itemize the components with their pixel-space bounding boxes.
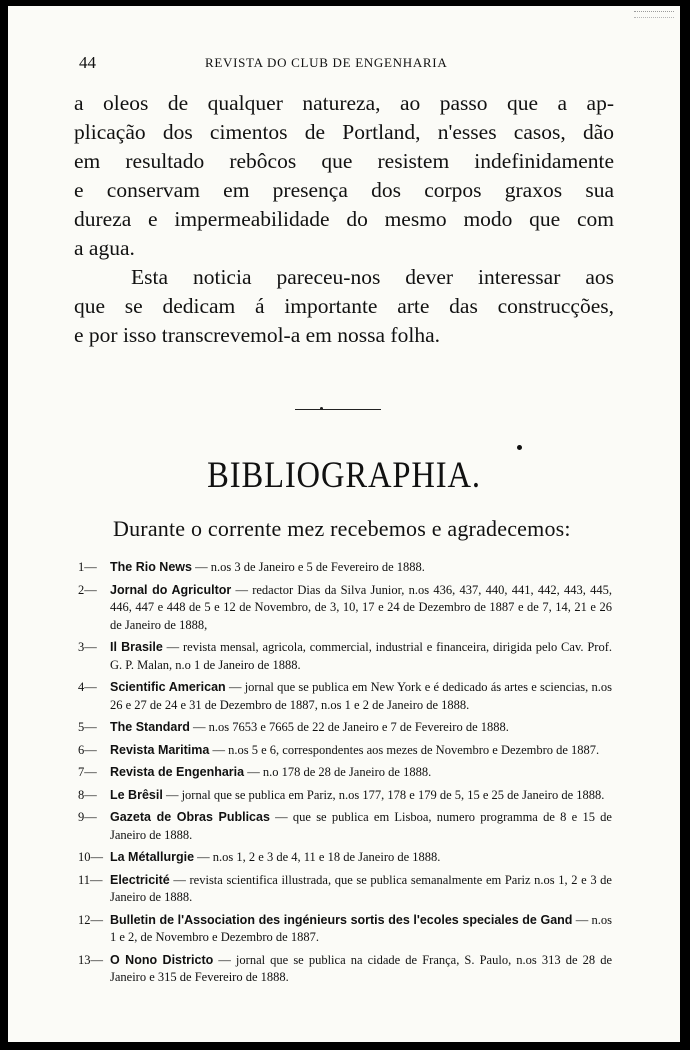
entry-number: 9— (78, 810, 97, 824)
entry-number: 4— (78, 680, 97, 694)
entry-details: — revista scientifica illustrada, que se publica semanalmente em Pariz n.os 1, 2 e 3 de Janeiro de 1888. (110, 872, 612, 904)
section-intro: Durante o corrente mez recebemos e agradecemos: (113, 516, 571, 541)
scanned-page (8, 6, 680, 1042)
bibliography-entry (78, 952, 612, 987)
entry-details: — n.os 1, 2 e 3 de 4, 11 e 18 de Janeiro de 1888. (194, 850, 441, 864)
bibliography-list (78, 559, 612, 992)
entry-details: — jornal que se publica em New York e é dedicado ás artes e sciencias, n.os 26 e 27 de 24 e 31 de Dezembro de 1887, n.os 1 e 2 de Janeiro de 1888. (110, 680, 612, 712)
publication-name: The Standard (110, 720, 190, 734)
entry-body (110, 582, 612, 635)
entry-details: — n.os 3 de Janeiro e 5 de Fevereiro de 1888. (191, 560, 425, 574)
entry-details: — n.o 178 de 28 de Janeiro de 1888. (244, 765, 432, 779)
paragraph-1-line: plicação dos cimentos de Portland, n'esses casos, dão (74, 120, 614, 144)
page-edge-mark (634, 11, 674, 18)
bibliography-entry (78, 809, 612, 844)
entry-number: 11— (78, 872, 103, 887)
publication-name: Bulletin de l'Association des ingénieurs sortis des l'ecoles speciales de Gand (110, 912, 573, 927)
paragraph-1-line: e conservam em presença dos corpos graxos sua (74, 178, 614, 202)
bibliography-entry (78, 582, 612, 635)
entry-number: 2— (78, 582, 97, 597)
publication-name: Electricité (110, 872, 170, 887)
paragraph-1-line: a agua. (74, 236, 135, 260)
entry-body (110, 912, 612, 947)
publication-name: The Rio News (110, 560, 192, 574)
entry-number: 3— (78, 640, 97, 654)
publication-name: Revista de Engenharia (110, 765, 245, 779)
entry-details: — redactor Dias da Silva Junior, n.os 436, 437, 440, 441, 442, 443, 445, 446, 447 e 448 de 5 e 12 de Novembro, de 3, 10, 17 e 24 de Dezembro de 1887 e de 7, 14, 21 e 26 de Janeiro de 1888, (110, 582, 612, 632)
bibliography-entry (78, 872, 612, 907)
entry-body (110, 952, 612, 987)
entry-body (110, 639, 612, 674)
paragraph-2-line: Esta noticia pareceu-nos dever interessar aos (131, 265, 614, 289)
entry-details: — n.os 1 e 2, de Novembro e Dezembro de 1887. (110, 912, 612, 944)
bibliography-entry (78, 787, 612, 805)
section-divider (295, 409, 381, 410)
bibliography-entry (78, 742, 612, 760)
entry-number: 5— (78, 720, 97, 734)
paragraph-2-line: que se dedicam á importante arte das construcções, (74, 294, 614, 318)
entry-body (110, 872, 612, 907)
entry-details: — revista mensal, agricola, commercial, industrial e financeira, dirigida pelo Cav. Prof. G. P. Malan, n.o 1 de Janeiro de 1888. (110, 640, 612, 672)
entry-body (110, 764, 612, 782)
entry-body (110, 719, 612, 737)
entry-number: 10— (78, 850, 103, 864)
bibliography-entry (78, 639, 612, 674)
page-header (8, 53, 680, 75)
entry-number: 6— (78, 742, 97, 757)
page-number: 44 (79, 53, 96, 72)
paragraph-1-line: a oleos de qualquer natureza, ao passo que a ap- (74, 91, 614, 115)
entry-number: 12— (78, 912, 103, 927)
entry-details: — n.os 5 e 6, correspondentes aos mezes de Novembro e Dezembro de 1887. (209, 742, 600, 757)
publication-name: Scientific American (110, 680, 226, 694)
bibliography-entry (78, 559, 612, 577)
paragraph-2-line: e por isso transcrevemol-a em nossa folha. (74, 323, 440, 347)
body-text (74, 89, 614, 350)
bibliography-entry (78, 679, 612, 714)
bibliography-entry (78, 764, 612, 782)
entry-number: 7— (78, 765, 97, 779)
entry-details: — jornal que se publica em Pariz, n.os 177, 178 e 179 de 5, 15 e 25 de Janeiro de 1888. (162, 787, 605, 802)
ink-speck (517, 445, 522, 450)
bibliography-entry (78, 849, 612, 867)
bibliography-entry (78, 719, 612, 737)
entry-details: — jornal que se publica na cidade de França, S. Paulo, n.os 313 de 28 de Janeiro e 315 de Fevereiro de 1888. (110, 952, 612, 984)
entry-body (110, 809, 612, 844)
entry-number: 8— (78, 787, 97, 802)
publication-name: Jornal do Agricultor (110, 582, 232, 597)
entry-number: 13— (78, 952, 103, 967)
publication-name: La Métallurgie (110, 850, 195, 864)
divider-dot (320, 407, 323, 410)
section-title: BIBLIOGRAPHIA. (207, 455, 481, 496)
publication-name: Le Brêsil (110, 787, 163, 802)
publication-name: Gazeta de Obras Publicas (110, 810, 270, 824)
entry-number: 1— (78, 560, 97, 574)
paragraph-1-line: em resultado rebôcos que resistem indefinidamente (74, 149, 614, 173)
bibliography-entry (78, 912, 612, 947)
paragraph-1-line: dureza e impermeabilidade do mesmo modo que com (74, 207, 614, 231)
publication-name: Il Brasile (110, 640, 163, 654)
entry-body (110, 849, 612, 867)
entry-details: — que se publica em Lisboa, numero programma de 8 e 15 de Janeiro de 1888. (110, 810, 612, 842)
entry-body (110, 787, 612, 805)
entry-body (110, 742, 612, 760)
entry-body (110, 559, 612, 577)
publication-name: Revista Maritima (110, 742, 210, 757)
running-title: REVISTA DO CLUB DE ENGENHARIA (205, 55, 448, 70)
entry-details: — n.os 7653 e 7665 de 22 de Janeiro e 7 de Fevereiro de 1888. (189, 720, 509, 734)
publication-name: O Nono Districto (110, 952, 214, 967)
entry-body (110, 679, 612, 714)
